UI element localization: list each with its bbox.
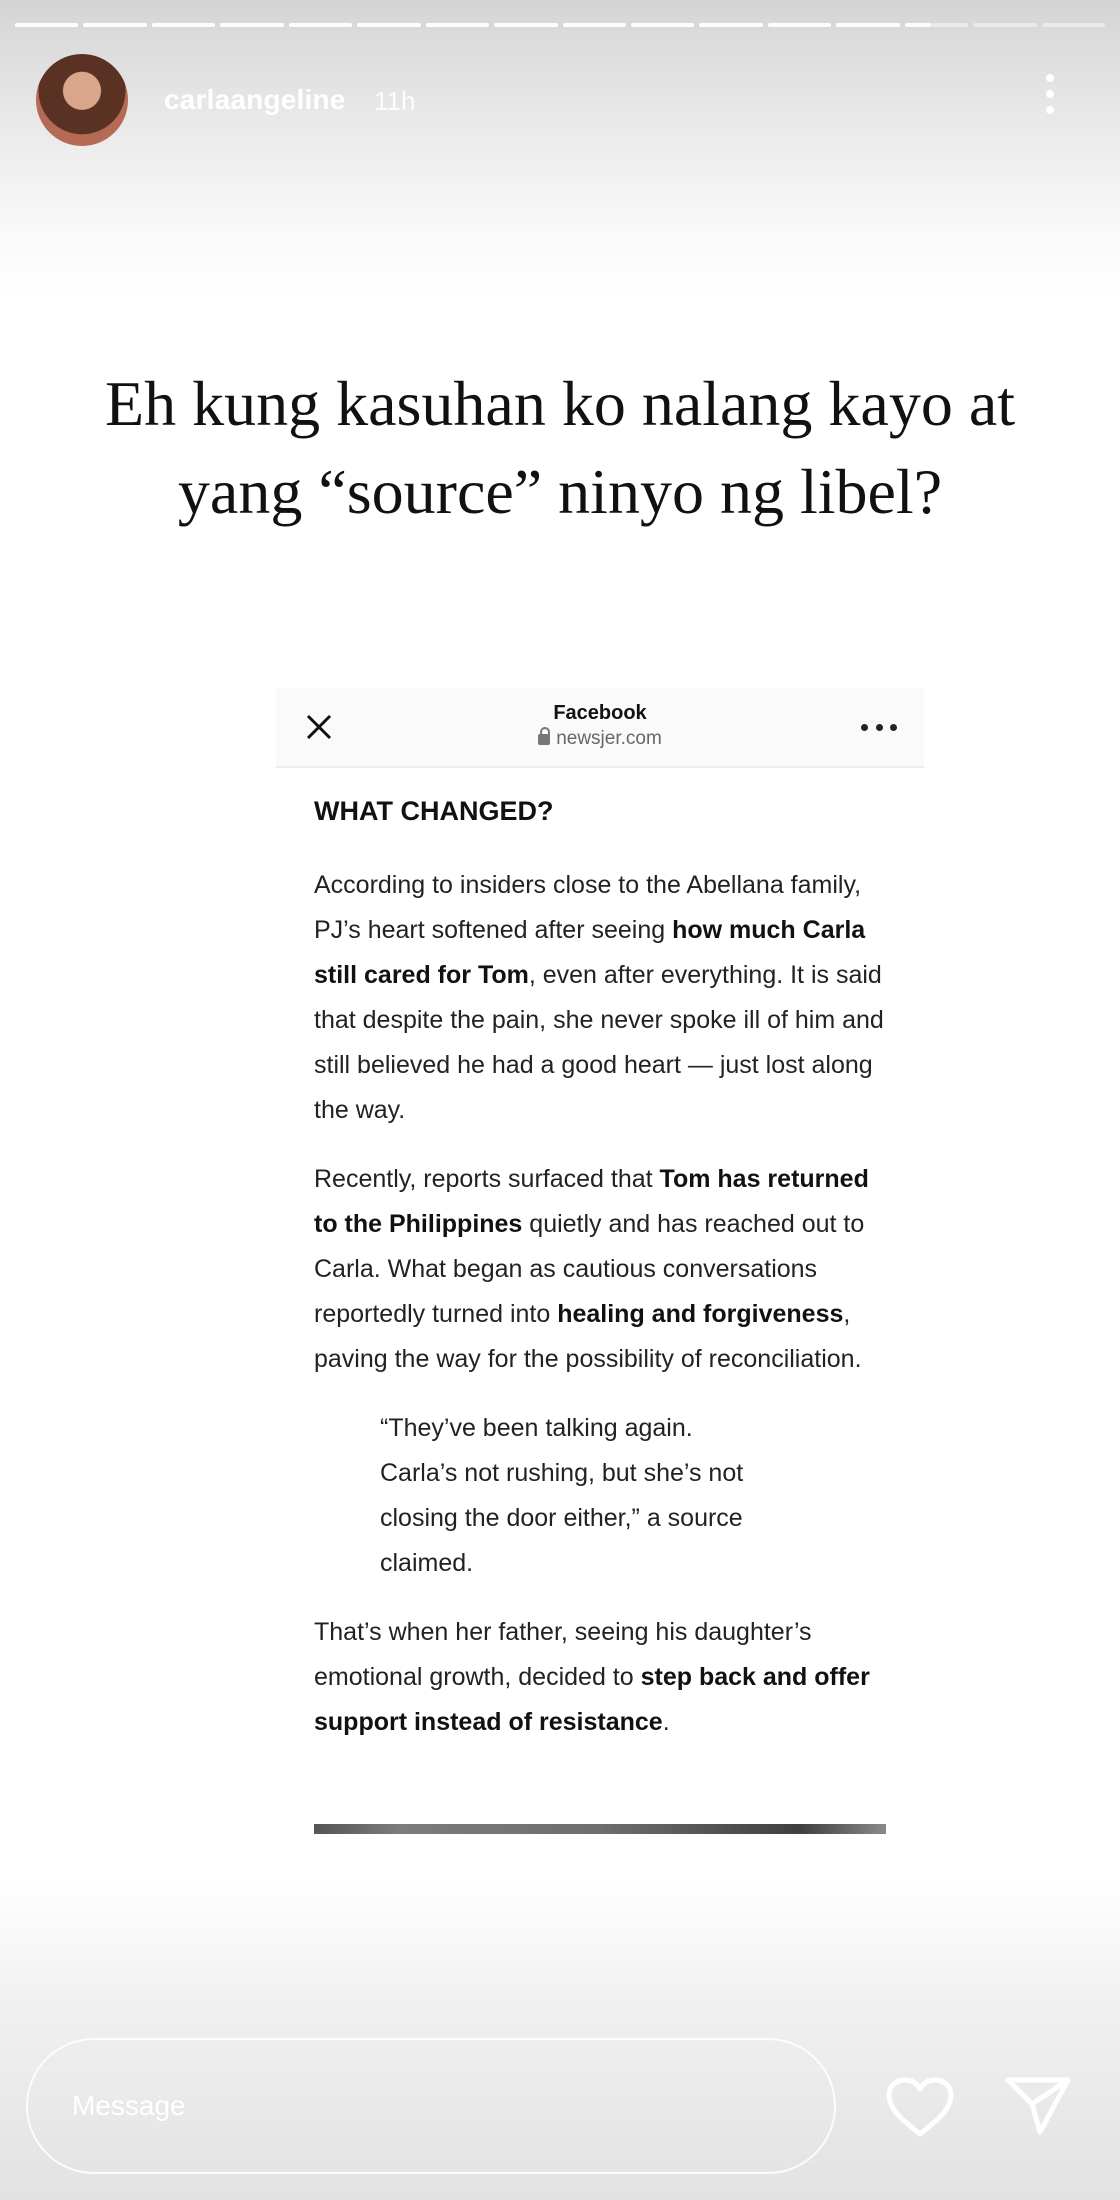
source-domain-text: newsjer.com (556, 728, 662, 749)
more-horizontal-icon (861, 724, 897, 732)
message-input[interactable] (26, 2038, 836, 2174)
message-placeholder: Message (72, 2090, 186, 2121)
avatar[interactable] (36, 54, 128, 146)
progress-segment (289, 23, 352, 27)
top-gradient-overlay (0, 0, 1120, 300)
story-timestamp: 11h (374, 86, 416, 116)
send-icon[interactable] (1004, 2074, 1072, 2136)
article-screenshot (276, 688, 924, 1834)
story-caption (0, 360, 1120, 536)
article-body (314, 796, 894, 1769)
progress-segment (768, 23, 831, 27)
heart-icon[interactable] (884, 2076, 956, 2140)
progress-segment (357, 23, 420, 27)
browser-header (276, 688, 924, 768)
more-vertical-icon[interactable] (1036, 74, 1064, 122)
caption-line-1: Eh kung kasuhan ko nalang kayo at (105, 368, 1015, 439)
article-paragraph-3: That’s when her father, seeing his daughter’s emotional growth, decided to step back and offer support instead of resistance. (314, 1618, 870, 1736)
story-username[interactable]: carlaangeline (164, 84, 346, 115)
progress-segment (905, 23, 968, 27)
progress-segment (15, 23, 78, 27)
progress-segment (494, 23, 557, 27)
article-image-strip (314, 1824, 886, 1834)
lock-icon (538, 734, 550, 745)
article-quote: “They’ve been talking again. Carla’s not rushing, but she’s not closing the door either,” a source claimed. (380, 1414, 744, 1577)
article-paragraph-2: Recently, reports surfaced that Tom has returned to the Philippines quietly and has reached out to Carla. What began as cautious conversations reportedly turned into healing and forgiveness, paving the way for the possibility of reconciliation. (314, 1165, 869, 1373)
source-url (276, 728, 924, 750)
progress-segment (152, 23, 215, 27)
progress-segment (220, 23, 283, 27)
progress-segment (83, 23, 146, 27)
progress-segment (836, 23, 899, 27)
progress-segment (699, 23, 762, 27)
progress-segment (1042, 23, 1105, 27)
article-paragraph-1: According to insiders close to the Abellana family, PJ’s heart softened after seeing how much Carla still cared for Tom, even after everything. It is said that despite the pain, she never spoke ill of him and still believed he had a good heart — just lost along the way. (314, 871, 884, 1124)
story-progress-bar (15, 23, 1105, 27)
progress-segment (973, 23, 1036, 27)
caption-line-2: yang “source” ninyo ng libel? (177, 456, 943, 527)
source-title: Facebook (553, 702, 647, 724)
article-heading: WHAT CHANGED? (314, 796, 554, 826)
progress-segment (426, 23, 489, 27)
progress-segment (563, 23, 626, 27)
progress-segment (631, 23, 694, 27)
